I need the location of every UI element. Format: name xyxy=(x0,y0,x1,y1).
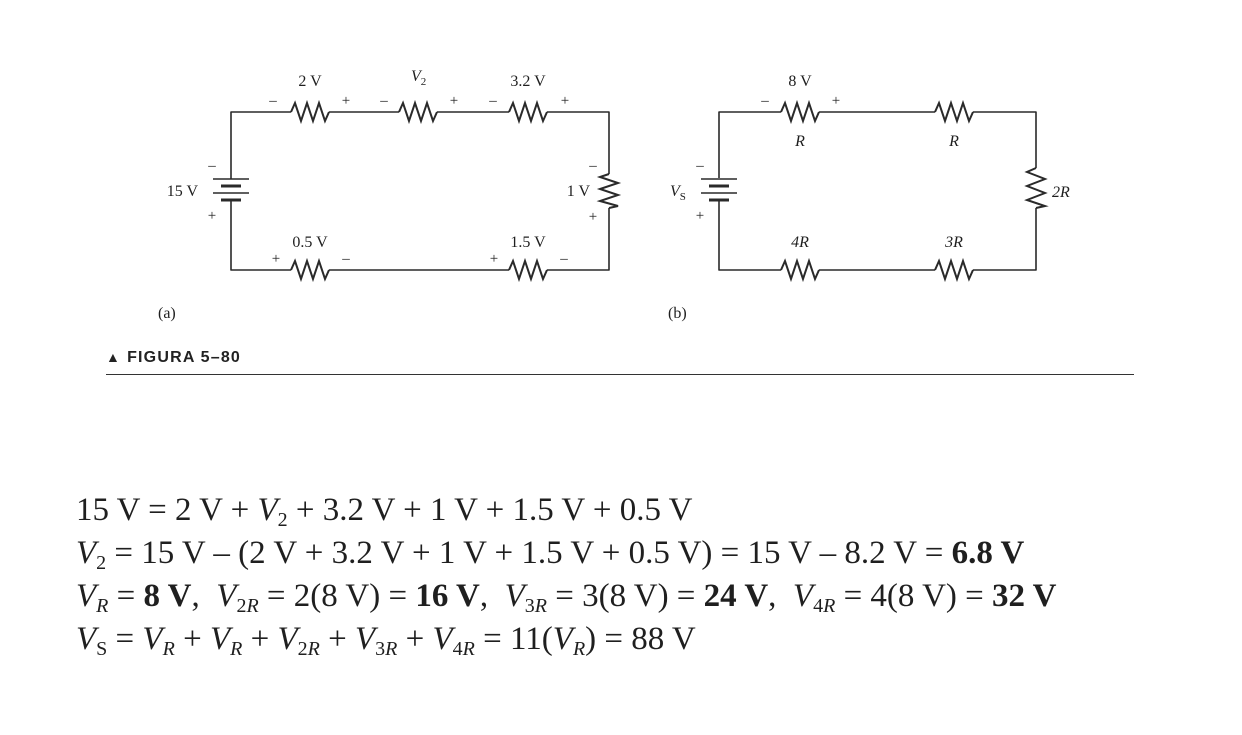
circuit-b-wire-top-left xyxy=(719,112,781,178)
circuit-a-resistor-top1 xyxy=(291,103,329,121)
circuit-b-wire-right-bottom xyxy=(973,208,1036,270)
circuit-a-polarity: – xyxy=(269,93,277,109)
circuit-a-polarity: – xyxy=(589,158,597,174)
circuit-a-polarity: – xyxy=(208,158,216,174)
circuit-a-polarity: + xyxy=(489,251,499,267)
circuit-b-polarity: – xyxy=(761,93,769,109)
circuit-b-polarity: + xyxy=(695,208,705,224)
circuit-b-source-sub: S xyxy=(679,191,686,203)
circuit-b-resistor-label-top-right: R xyxy=(949,133,959,150)
circuit-a-polarity: – xyxy=(489,93,497,109)
circuit-a-voltage-bottom-left: 0.5 V xyxy=(292,234,328,251)
circuit-a-battery xyxy=(213,178,249,206)
circuit-b-resistor-top-right xyxy=(935,103,973,121)
circuit-a-polarity: – xyxy=(380,93,388,109)
circuit-a-resistor-top2 xyxy=(399,103,437,121)
circuit-b-source-label xyxy=(670,183,686,203)
circuit-a-wire-top-right xyxy=(547,112,609,174)
circuit-a-resistor-top3 xyxy=(509,103,547,121)
circuit-a-voltage-top2-sub: 2 xyxy=(420,76,427,88)
circuit-b-resistor-right xyxy=(1027,168,1045,208)
circuit-a xyxy=(158,68,618,322)
circuit-a-voltage-bottom-right: 1.5 V xyxy=(510,234,546,251)
circuit-a-voltage-top3: 3.2 V xyxy=(510,73,546,90)
circuit-b-resistor-label-top-left: R xyxy=(795,133,805,150)
circuit-a-voltage-top2-base: V xyxy=(411,68,421,85)
circuit-b-wire-bottom-left xyxy=(719,206,781,270)
figure-caption xyxy=(106,349,241,367)
circuit-b xyxy=(668,73,1070,322)
circuit-b-resistor-bottom-left xyxy=(781,261,819,279)
circuit-a-polarity: + xyxy=(271,251,281,267)
circuit-a-voltage-right: 1 V xyxy=(566,183,590,200)
circuit-a-polarity: + xyxy=(588,209,598,225)
figure-caption-text: FIGURA 5–80 xyxy=(127,349,242,366)
circuit-a-voltage-top2 xyxy=(411,68,426,88)
circuit-b-resistor-label-bottom-left: 4R xyxy=(791,234,809,251)
circuit-b-source-base: V xyxy=(670,183,680,200)
equation-line-1: 15 V = 2 $V + V_2 + 3.2$ V + 1 V + 1.5 V + 0.5 V xyxy=(76,492,693,531)
circuit-a-voltage-top1: 2 V xyxy=(298,73,322,90)
circuit-a-resistor-bottom-right xyxy=(509,261,547,279)
caption-triangle-icon: ▲ xyxy=(106,349,122,365)
panel-b-label: (b) xyxy=(668,305,687,322)
circuit-a-polarity: – xyxy=(560,251,568,267)
circuit-b-resistor-top-left xyxy=(781,103,819,121)
circuit-b-voltage-top-left: 8 V xyxy=(788,73,812,90)
panel-a-label: (a) xyxy=(158,305,176,322)
circuit-a-polarity: + xyxy=(207,208,217,224)
circuit-a-wire-right-bottom xyxy=(547,208,609,270)
circuit-b-resistor-label-bottom-right: 3R xyxy=(945,234,963,251)
circuit-b-wire-top-right xyxy=(973,112,1036,168)
equation-line-3: $V_R = 8$ V, $V_{2R} = 2(8$ V) = 16 V, $V_{3R} = 3(8$ V) = 24 V, $V_{4R} = 4(8$ V) = 32 V xyxy=(76,578,1057,617)
circuit-a-polarity: + xyxy=(341,93,351,109)
circuit-a-resistor-right xyxy=(600,174,618,208)
equation-line-4: $V_S = V_R + V_R + V_{2R} + V_{3R} + V_{4R} = 11(V_R) = 88$ V xyxy=(76,621,696,660)
circuit-a-polarity: – xyxy=(342,251,350,267)
circuit-b-polarity: – xyxy=(696,158,704,174)
circuit-b-resistor-bottom-right xyxy=(935,261,973,279)
circuit-a-wire-bottom-left xyxy=(231,206,291,270)
circuit-b-battery xyxy=(701,179,737,206)
caption-divider xyxy=(106,374,1134,375)
circuit-a-source-voltage: 15 V xyxy=(166,183,198,200)
circuit-b-polarity: + xyxy=(831,93,841,109)
circuit-a-resistor-bottom-left xyxy=(291,261,329,279)
circuit-a-wire-top xyxy=(231,112,291,178)
circuit-b-resistor-label-right: 2R xyxy=(1052,184,1070,201)
equation-line-2: $V_2 = 15$ V – (2 V + 3.2 V + 1 V + 1.5 V + 0.5 V) = 15 V – 8.2 V = 6.8 V xyxy=(76,535,1025,574)
circuit-a-polarity: + xyxy=(560,93,570,109)
circuit-a-polarity: + xyxy=(449,93,459,109)
